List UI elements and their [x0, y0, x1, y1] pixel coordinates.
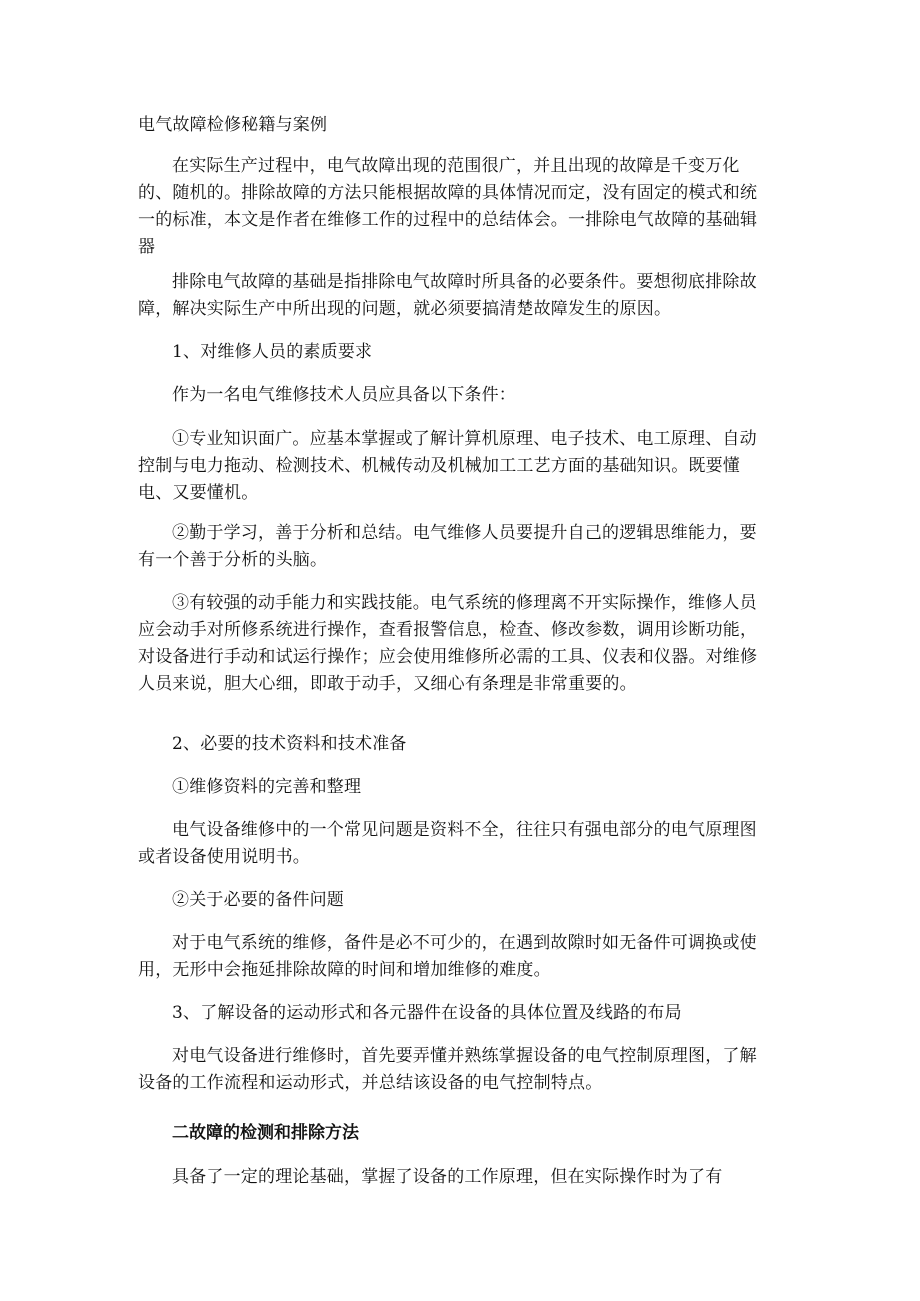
subheading-spare-parts: ②关于必要的备件问题 [172, 890, 344, 910]
subheading-personnel: 1、对维修人员的素质要求 [172, 342, 373, 362]
paragraph-closing: 具备了一定的理论基础，掌握了设备的工作原理，但在实际操作时为了有 [172, 1167, 723, 1187]
subheading-documentation: ①维修资料的完善和整理 [172, 777, 362, 797]
paragraph-knowledge: ①专业知识面广。应基本掌握或了解计算机原理、电子技术、电工原理、自动控制与电力拖动、检测技术、机械传动及机械加工工艺方面的基础知识。既要懂电、又要懂机。 [138, 429, 757, 503]
paragraph-study: ②勤于学习，善于分析和总结。电气维修人员要提升自己的逻辑思维能力，要有一个善于分析的头脑。 [138, 523, 757, 570]
subheading-materials: 2、必要的技术资料和技术准备 [172, 734, 407, 754]
paragraph-conditions: 作为一名电气维修技术人员应具备以下条件： [172, 385, 516, 405]
paragraph-basis: 排除电气故障的基础是指排除电气故障时所具备的必要条件。要想彻底排除故障，解决实际生产中所出现的问题，就必须要搞清楚故障发生的原因。 [138, 272, 757, 319]
section-heading: 二故障的检测和排除方法 [172, 1123, 359, 1143]
paragraph-spare-parts: 对于电气系统的维修，备件是必不可少的，在遇到故隙时如无备件可调换或使用，无形中会拖延排除故障的时间和增加维修的难度。 [138, 933, 757, 980]
paragraph-documentation: 电气设备维修中的一个常见问题是资料不全，往往只有强电部分的电气原理图或者设备使用说明书。 [138, 820, 757, 867]
document-title: 电气故障检修秘籍与案例 [138, 115, 328, 135]
subheading-equipment-layout: 3、了解设备的运动形式和各元器件在设备的具体位置及线路的布局 [172, 1003, 682, 1023]
paragraph-practice: ③有较强的动手能力和实践技能。电气系统的修理离不开实际操作，维修人员应会动手对所修系统进行操作，查看报警信息，检查、修改参数，调用诊断功能，对设备进行手动和试运行操作；应会使用维修所必需的工具、仪表和仪器。对维修人员来说，胆大心细，即敢于动手，又细心有条理是非常重要的。 [138, 593, 758, 694]
paragraph-equipment-layout: 对电气设备进行维修时，首先要弄懂并熟练掌握设备的电气控制原理图，了解设备的工作流程和运动形式，并总结该设备的电气控制特点。 [138, 1046, 757, 1093]
paragraph-intro: 在实际生产过程中，电气故障出现的范围很广，并且出现的故障是千变万化的、随机的。排除故障的方法只能根据故障的具体情况而定，没有固定的模式和统一的标准，本文是作者在维修工作的过程中的总结体会。一排除电气故障的基础辑器 [138, 156, 758, 257]
